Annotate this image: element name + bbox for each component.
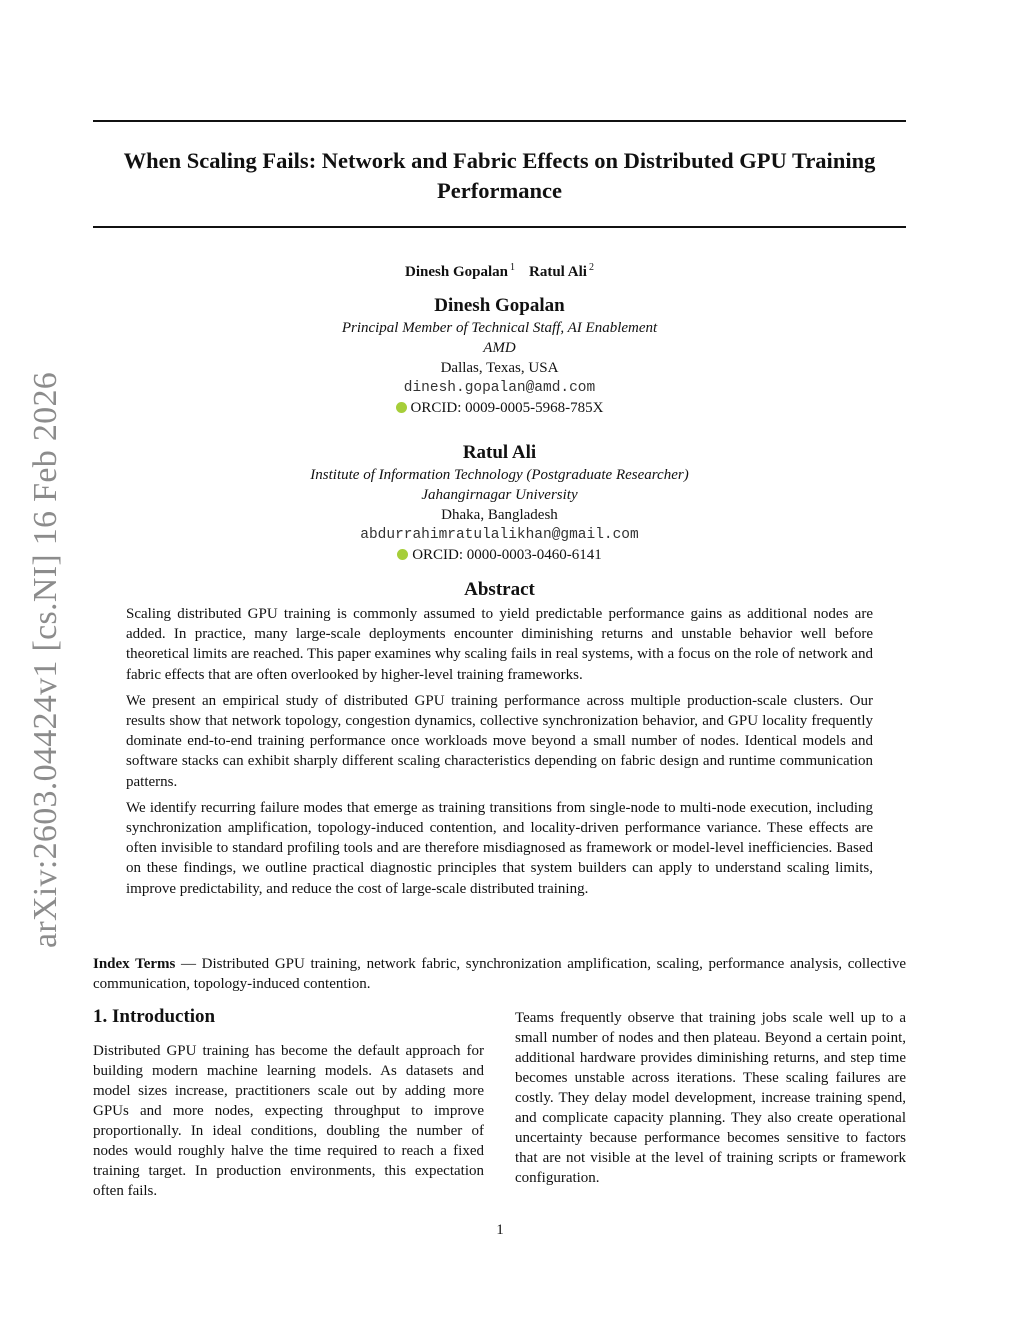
affil-2-institution: Jahangirnagar University (421, 487, 578, 503)
affil-2-location: Dhaka, Bangladesh (441, 507, 558, 523)
affil-2-email[interactable]: abdurrahimratulalikhan@gmail.com (360, 527, 639, 543)
title-bottom-rule (93, 226, 906, 228)
author-1: Dinesh Gopalan (405, 264, 508, 280)
intro-paragraph-left: Distributed GPU training has become the default approach for building modern machine learning models. As datasets and model sizes increase, practitioners scale out by adding more GPUs and more nodes, expecting throughput to improve proportionally. In ideal conditions, doubling the number of nodes would roughly halve the time required to reach a fixed training target. In production environments, this expectation often fails. (93, 1043, 484, 1199)
affiliation-block-1 (93, 294, 906, 418)
abstract-section (126, 578, 873, 905)
intro-left-column (93, 1005, 484, 1201)
affil-1-institution: AMD (483, 340, 516, 356)
affiliation-block-2 (93, 441, 906, 565)
index-terms (93, 954, 906, 994)
title-line-1: When Scaling Fails: Network and Fabric Effects on Distributed GPU Training (123, 148, 876, 173)
affil-1-email[interactable]: dinesh.gopalan@amd.com (403, 380, 596, 396)
page-number: 1 (496, 1222, 504, 1238)
intro-heading: 1. Introduction (93, 1006, 216, 1027)
affil-2-orcid[interactable] (93, 545, 906, 565)
intro-right-column (515, 1008, 906, 1188)
orcid-icon (396, 402, 407, 413)
abstract-heading: Abstract (464, 579, 535, 600)
orcid-icon (397, 549, 408, 560)
title-line-2: Performance (437, 178, 562, 203)
author-1-affil-mark: 1 (510, 262, 515, 273)
abstract-paragraph-2: We present an empirical study of distributed GPU training performance across multiple production-scale clusters. Our results show that network topology, congestion dynamics, collective synchronization behavior, and GPU locality frequently dominate end-to-end training performance once workloads move beyond a small number of nodes. Identical models and software stacks can exhibit sharply different scaling characteristics depending on fabric design and runtime communication patterns. (126, 692, 873, 790)
author-2: Ratul Ali (529, 264, 587, 280)
affil-1-orcid-text[interactable]: ORCID: 0009-0005-5968-785X (410, 400, 604, 416)
paper-title (93, 146, 906, 206)
affil-2-orcid-text[interactable]: ORCID: 0000-0003-0460-6141 (412, 547, 602, 563)
title-top-rule (93, 120, 906, 122)
index-terms-label: Index Terms (93, 956, 176, 972)
affil-2-position: Institute of Information Technology (Postgraduate Researcher) (310, 467, 689, 483)
affil-1-position: Principal Member of Technical Staff, AI Enablement (341, 320, 658, 336)
arxiv-stamp-text: arXiv:2603.04424v1 [cs.NI] 16 Feb 2026 (27, 371, 64, 949)
affil-1-orcid[interactable] (93, 398, 906, 418)
author-line (93, 262, 906, 281)
affil-1-location: Dallas, Texas, USA (440, 360, 559, 376)
affil-1-name: Dinesh Gopalan (434, 295, 565, 316)
author-2-affil-mark: 2 (588, 262, 594, 273)
affil-2-name: Ratul Ali (462, 442, 537, 463)
index-terms-text: — Distributed GPU training, network fabric, synchronization amplification, scaling, performance analysis, collective communication, topology-induced contention. (93, 956, 907, 992)
abstract-paragraph-3: We identify recurring failure modes that emerge as training transitions from single-node to multi-node execution, including synchronization amplification, topology-induced contention, and locality-driven performance variance. These effects are often invisible to standard profiling tools and are therefore misdiagnosed as framework or model-level inefficiencies. Based on these findings, we outline practical diagnostic principles that system builders can apply to understand scaling limits, improve predictability, and reduce the cost of large-scale distributed training. (126, 799, 873, 897)
abstract-paragraph-1: Scaling distributed GPU training is commonly assumed to yield predictable performance gains as additional nodes are added. In practice, many large-scale deployments encounter diminishing returns and unstable behavior well before theoretical limits are reached. This paper examines why scaling fails in real systems, with a focus on the role of network and fabric effects that are often overlooked by higher-level training frameworks. (126, 606, 873, 683)
intro-paragraph-right: Teams frequently observe that training jobs scale well up to a small number of nodes and then plateau. Beyond a certain point, additional hardware provides diminishing returns, and step time becomes unstable across iterations. These scaling failures are costly. They delay model development, increase training spend, and complicate capacity planning. They also create operational uncertainty because performance becomes sensitive to factors that are not visible at the level of training scripts or framework configuration. (515, 1010, 906, 1186)
